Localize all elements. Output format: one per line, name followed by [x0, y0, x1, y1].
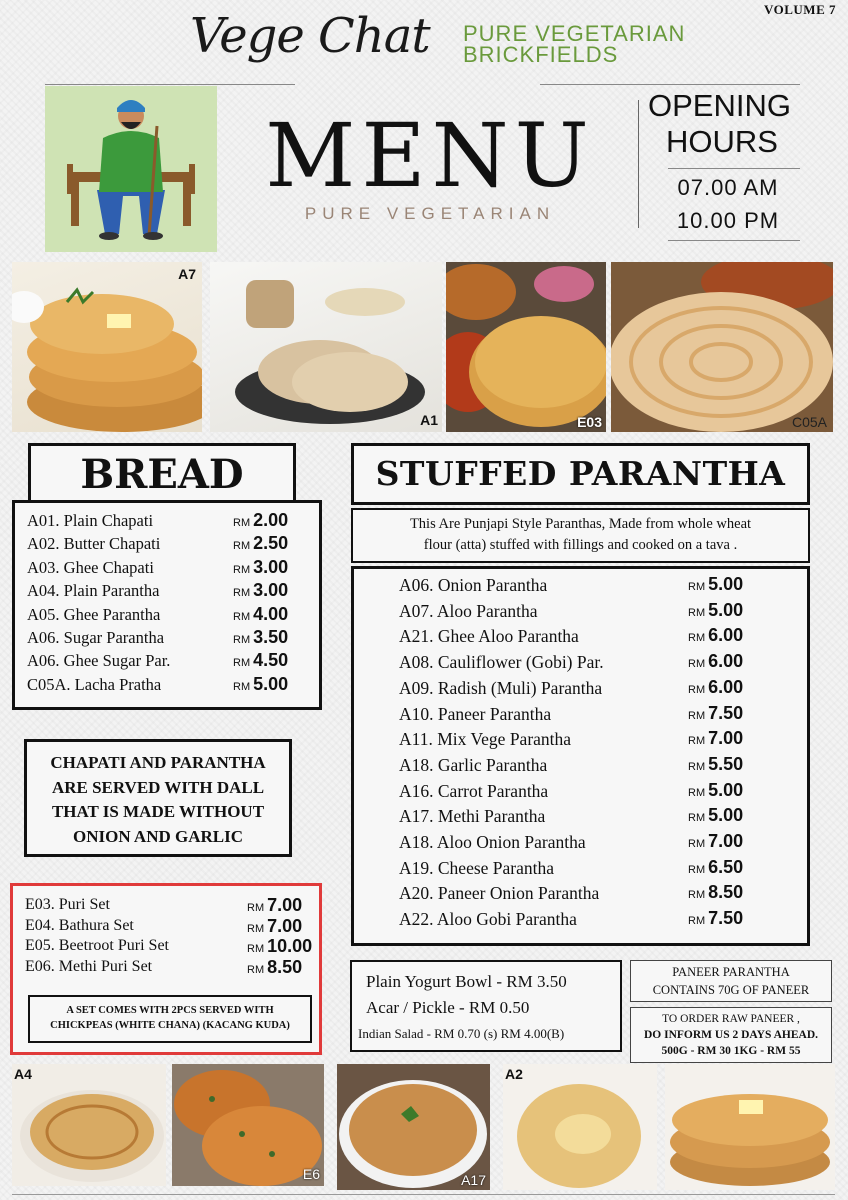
menu-item-name: C05A. Lacha Pratha [27, 674, 162, 694]
methi-puri-photo-icon [172, 1064, 324, 1186]
menu-item-price [247, 957, 302, 978]
menu-item-price [688, 857, 743, 878]
currency-label: RM [688, 709, 706, 722]
menu-item-name: A11. Mix Vege Parantha [399, 729, 572, 750]
currency-label: RM [688, 889, 706, 902]
stuffed-parantha-description-box [351, 508, 810, 563]
menu-item-name: A10. Paneer Parantha [399, 703, 552, 724]
photo-code-a2: A2 [505, 1066, 523, 1082]
currency-label: RM [247, 922, 265, 935]
menu-item-price [233, 627, 288, 648]
menu-item-name: E04. Bathura Set [25, 916, 134, 934]
menu-item-name: A03. Ghee Chapati [27, 557, 154, 577]
puri-set-photo-icon [446, 262, 606, 432]
menu-item-name: A09. Radish (Muli) Parantha [399, 677, 603, 698]
bread-title: BREAD [80, 451, 244, 498]
price-value: 7.00 [267, 915, 303, 936]
photo-code-a1: A1 [420, 412, 438, 428]
currency-label: RM [247, 902, 265, 914]
opening-hours-rule [668, 168, 800, 169]
currency-label: RM [688, 606, 706, 619]
butter-chapati-photo-icon [503, 1064, 657, 1190]
price-value: 5.00 [708, 599, 744, 620]
opening-hours-title-line-1: OPENING [648, 88, 791, 123]
price-value: 8.50 [267, 956, 303, 977]
side-salad: Indian Salad - RM 0.70 (s) RM 4.00(B) [358, 1026, 565, 1041]
photo-code-c05a: C05A [791, 414, 827, 430]
photo-code-e6: E6 [302, 1166, 320, 1182]
opening-time: 07.00 AM [677, 175, 779, 200]
menu-item-name: A08. Cauliflower (Gobi) Par. [399, 652, 604, 673]
menu-item-price [233, 674, 288, 695]
menu-item-price [233, 650, 288, 671]
menu-item-price [247, 936, 312, 957]
currency-label: RM [688, 812, 706, 825]
dall-note-line: ARE SERVED WITH DALL [51, 777, 265, 797]
menu-item-name: A18. Garlic Parantha [399, 754, 548, 775]
stuffed-paratha-photo-icon [12, 262, 202, 432]
menu-item-name: A21. Ghee Aloo Parantha [399, 626, 579, 647]
price-value: 10.00 [267, 936, 313, 956]
menu-item-name: A06. Ghee Sugar Par. [27, 651, 171, 671]
menu-item-price [688, 728, 743, 749]
puri-set-note-box [28, 995, 312, 1043]
price-value: 5.00 [708, 805, 744, 826]
currency-label: RM [233, 540, 251, 553]
seated-man-icon [45, 86, 217, 252]
menu-item-price [688, 574, 743, 595]
menu-item-price [233, 557, 288, 578]
photo-a2 [503, 1064, 657, 1190]
currency-label: RM [247, 963, 265, 976]
photo-a4 [12, 1064, 166, 1186]
menu-item-price [233, 533, 288, 554]
dall-note-box [24, 739, 292, 857]
menu-item-name: A06. Onion Parantha [399, 575, 548, 595]
menu-subtitle: PURE VEGETARIAN [304, 204, 556, 223]
dall-note-line: THAT IS MADE WITHOUT [51, 802, 265, 821]
price-value: 3.50 [253, 627, 289, 647]
restaurant-logo-illustration [45, 86, 217, 252]
header-divider-left [45, 84, 295, 85]
stuffed-parantha-description-line-1: This Are Punjapi Style Paranthas, Made from whole wheat [409, 516, 752, 532]
menu-item-price [233, 510, 288, 531]
currency-label: RM [688, 735, 706, 748]
currency-label: RM [247, 943, 265, 955]
raw-paneer-line-3: 500G - RM 30 1KG - RM 55 [661, 1045, 801, 1057]
sides-box [350, 960, 622, 1052]
price-value: 7.50 [708, 702, 744, 723]
closing-time: 10.00 PM [676, 208, 780, 233]
raw-paneer-line-1: TO ORDER RAW PANEER , [662, 1013, 800, 1025]
menu-item-price [233, 604, 288, 625]
side-pickle: Acar / Pickle - RM 0.50 [366, 998, 530, 1017]
photo-a17 [337, 1064, 490, 1190]
currency-label: RM [233, 610, 251, 623]
menu-item-price [688, 677, 743, 698]
price-value: 5.00 [708, 574, 744, 594]
dall-note-line: CHAPATI AND PARANTHA [50, 753, 266, 772]
currency-label: RM [688, 863, 706, 876]
menu-item-price [688, 703, 743, 724]
menu-item-name: A16. Carrot Parantha [399, 780, 549, 801]
price-value: 4.00 [253, 603, 289, 624]
menu-item-name: A01. Plain Chapati [27, 511, 154, 530]
menu-item-price [688, 831, 743, 852]
paneer-info-line-2: CONTAINS 70G OF PANEER [652, 983, 810, 997]
menu-item-name: E05. Beetroot Puri Set [25, 937, 169, 954]
menu-item-name: A02. Butter Chapati [27, 534, 161, 554]
menu-item-name: A04. Plain Parantha [27, 581, 160, 601]
photo-code-a7: A7 [178, 266, 196, 282]
photo-stuffed-parantha-stack [665, 1064, 835, 1190]
price-value: 8.50 [708, 882, 744, 903]
menu-item-price [688, 600, 743, 621]
opening-hours-rule-bottom [668, 240, 800, 241]
currency-label: RM [233, 587, 251, 600]
price-value: 4.50 [253, 650, 289, 671]
opening-hours-divider [638, 100, 639, 228]
tagline-pure-vegetarian: PURE VEGETARIAN [463, 21, 686, 46]
photo-e03 [446, 262, 606, 432]
menu-item-price [688, 882, 743, 903]
photo-e6 [172, 1064, 324, 1186]
price-value: 6.00 [708, 651, 744, 672]
stuffed-parantha-description-line-2: flour (atta) stuffed with fillings and cooked on a tava . [423, 537, 738, 553]
menu-item-name: A07. Aloo Parantha [399, 600, 538, 621]
currency-label: RM [688, 915, 706, 928]
price-value: 7.00 [708, 728, 744, 749]
volume-label: VOLUME 7 [764, 2, 836, 17]
chapati-photo-icon [210, 262, 442, 432]
price-value: 7.50 [708, 908, 744, 929]
price-value: 5.00 [708, 779, 744, 800]
menu-title: MENU [265, 104, 595, 207]
side-yogurt: Plain Yogurt Bowl - RM 3.50 [366, 972, 567, 991]
photo-a7 [12, 262, 202, 432]
raw-paneer-box [630, 1007, 832, 1063]
menu-item-price [688, 805, 743, 826]
currency-label: RM [688, 581, 706, 593]
stuffed-parantha-list [351, 566, 810, 946]
bread-list [12, 500, 322, 710]
puri-set-section [10, 883, 322, 1055]
menu-item-price [688, 625, 743, 646]
menu-item-price [688, 780, 743, 801]
bread-title-box [28, 443, 296, 505]
menu-item-name: A05. Ghee Parantha [27, 604, 161, 624]
price-value: 7.00 [708, 831, 744, 851]
menu-item-name: E03. Puri Set [25, 896, 110, 913]
opening-hours-title [648, 88, 808, 160]
photo-a1 [210, 262, 442, 432]
stuffed-parantha-title-box [351, 443, 810, 505]
currency-label: RM [688, 786, 706, 799]
currency-label: RM [688, 838, 706, 850]
menu-item-price [688, 908, 743, 929]
currency-label: RM [688, 632, 706, 645]
menu-item-name: A22. Aloo Gobi Parantha [399, 909, 577, 930]
currency-label: RM [233, 657, 251, 670]
menu-item-name: A06. Sugar Parantha [27, 628, 165, 647]
menu-item-price [247, 895, 302, 916]
price-value: 3.00 [253, 556, 289, 577]
opening-hours-title-line-2: HOURS [666, 124, 778, 159]
header-divider-right [540, 84, 800, 85]
stuffed-parantha-title: STUFFED PARANTHA [375, 454, 786, 493]
stuffed-parantha-stack-photo-icon [665, 1064, 835, 1190]
raw-paneer-line-2: DO INFORM US 2 DAYS AHEAD. [643, 1029, 818, 1041]
tagline-location: BRICKFIELDS [463, 42, 619, 67]
price-value: 5.00 [253, 673, 289, 694]
brand-logotype: Vege Chat [190, 8, 430, 64]
puri-set-note-line-1: A SET COMES WITH 2PCS SERVED WITH [66, 1005, 274, 1016]
dall-note-line: ONION AND GARLIC [72, 826, 244, 846]
currency-label: RM [688, 760, 706, 773]
price-value: 2.50 [253, 533, 289, 554]
currency-label: RM [233, 517, 251, 529]
photo-code-e03: E03 [577, 414, 602, 430]
price-value: 6.50 [708, 856, 744, 877]
lacha-pratha-photo-icon [611, 262, 833, 432]
price-value: 7.00 [267, 895, 303, 915]
currency-label: RM [233, 634, 251, 646]
photo-c05a [611, 262, 833, 432]
price-value: 3.00 [253, 580, 289, 601]
menu-item-name: A19. Cheese Parantha [399, 857, 555, 878]
paneer-info-box [630, 960, 832, 1002]
menu-item-name: A20. Paneer Onion Parantha [399, 883, 600, 904]
price-value: 6.00 [708, 676, 744, 697]
menu-item-price [233, 580, 288, 601]
photo-code-a17: A17 [461, 1172, 486, 1188]
currency-label: RM [688, 658, 706, 671]
menu-item-price [247, 916, 302, 937]
footer-rule [12, 1194, 835, 1195]
menu-item-name: E06. Methi Puri Set [25, 957, 153, 975]
price-value: 2.00 [253, 510, 289, 530]
paneer-info-line-1: PANEER PARANTHA [672, 965, 790, 979]
puri-set-note-line-2: CHICKPEAS (WHITE CHANA) (KACANG KUDA) [50, 1020, 290, 1031]
menu-item-name: A18. Aloo Onion Parantha [399, 832, 586, 852]
menu-item-price [688, 651, 743, 672]
currency-label: RM [233, 680, 251, 693]
photo-code-a4: A4 [14, 1066, 32, 1082]
price-value: 5.50 [708, 753, 744, 774]
menu-item-name: A17. Methi Parantha [399, 806, 546, 827]
price-value: 6.00 [708, 625, 744, 646]
currency-label: RM [233, 563, 251, 576]
menu-item-price [688, 754, 743, 775]
plain-parantha-photo-icon [12, 1064, 166, 1186]
currency-label: RM [688, 683, 706, 696]
